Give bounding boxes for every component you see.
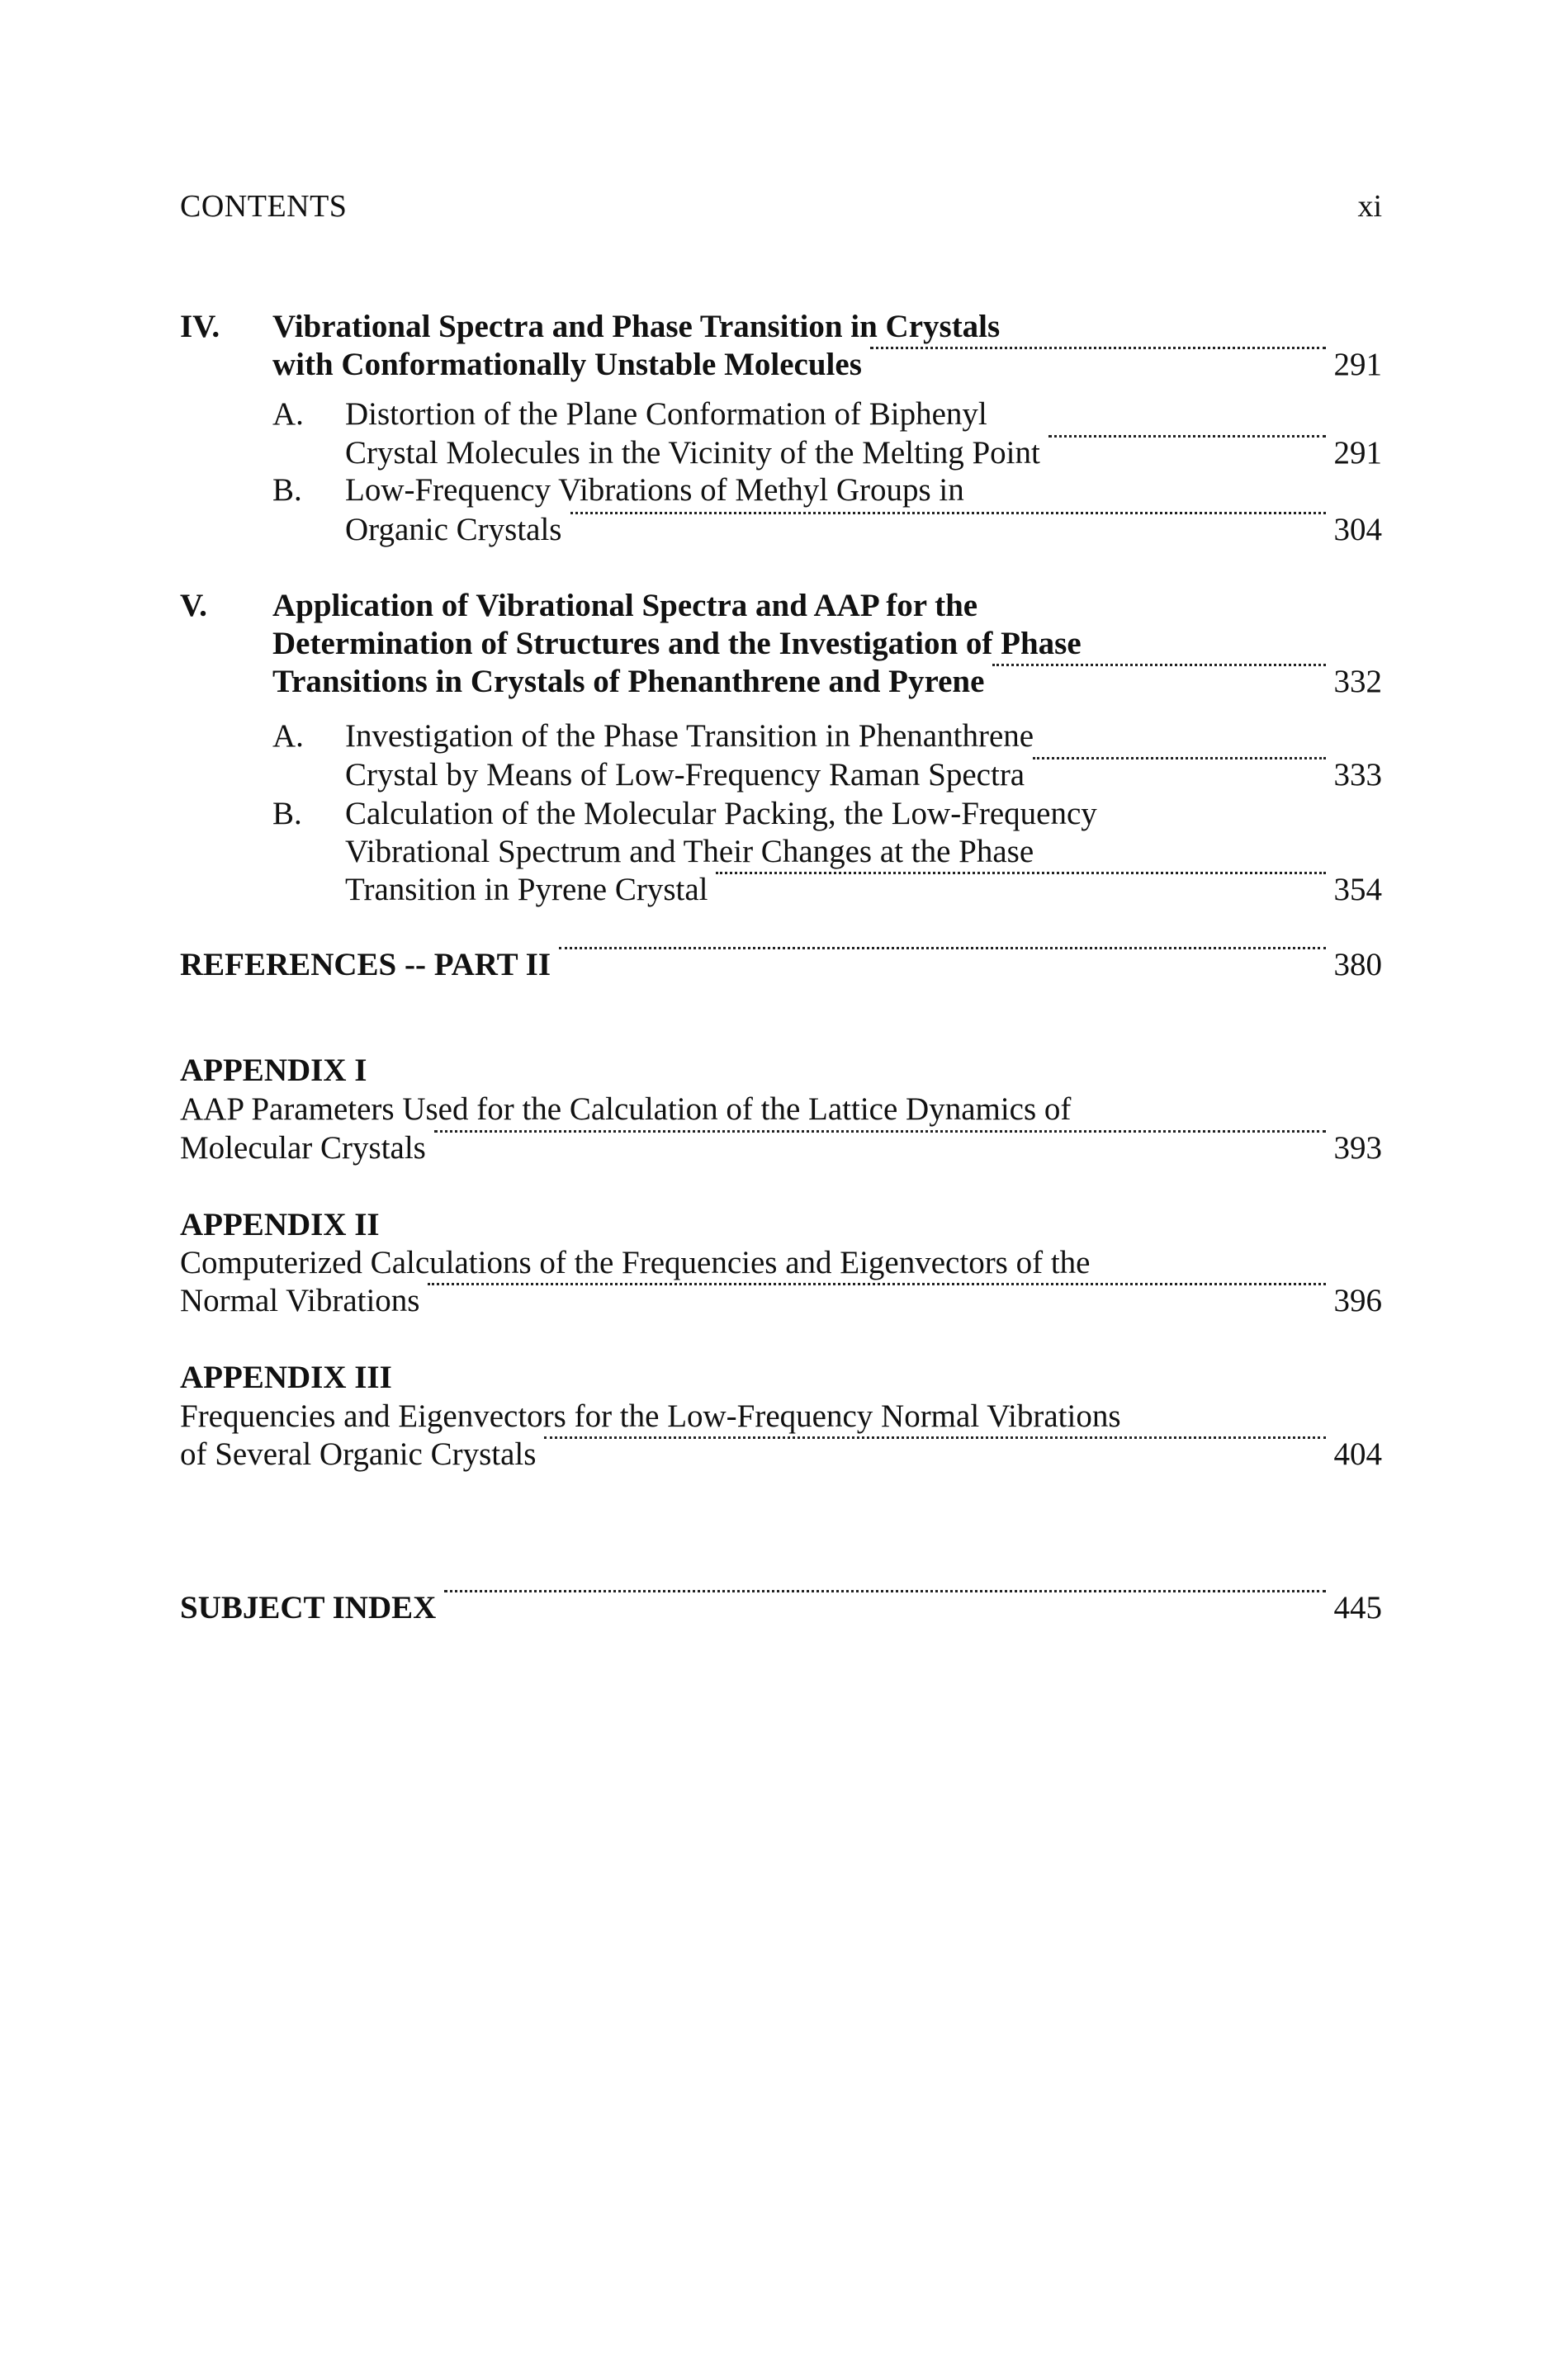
dot-leader [559,945,1326,949]
subsection-title-line: Investigation of the Phase Transition in Phenanthrene [345,718,1034,754]
subsection-letter: B. [272,472,302,508]
subsection-title-line: Calculation of the Molecular Packing, the Low-Frequency [345,796,1097,831]
dot-leader [434,1128,1326,1133]
subsection-title-line: Crystal by Means of Low-Frequency Raman Spectra [345,757,1025,793]
subsection-title-line: Vibrational Spectrum and Their Changes at the Phase [345,834,1034,869]
appendix-heading: APPENDIX III [180,1360,392,1395]
dot-leader [1048,433,1326,438]
section-title-line: Vibrational Spectra and Phase Transition in Crystals [272,309,1001,344]
appendix-title-line: Computerized Calculations of the Frequencies and Eigenvectors of the [180,1245,1091,1280]
running-header [180,188,1382,229]
appendix-title-line: Molecular Crystals [180,1130,426,1166]
subject-index-label: SUBJECT INDEX [180,1590,437,1625]
appendix-title-line: Frequencies and Eigenvectors for the Low-Frequency Normal Vibrations [180,1398,1121,1434]
subsection-letter: A. [272,396,304,432]
subsection-title-line: Organic Crystals [345,512,562,547]
dot-leader [544,1435,1325,1439]
appendix-page: 396 [1333,1283,1382,1318]
appendix-page: 393 [1333,1130,1382,1166]
section-title-line: Transitions in Crystals of Phenanthrene and Pyrene [272,664,985,699]
subsection-page: 291 [1333,435,1382,471]
dot-leader [444,1588,1325,1592]
subsection-title-line: Crystal Molecules in the Vicinity of the Melting Point [345,435,1040,471]
page-number: xi [1357,189,1382,224]
section-page: 332 [1333,664,1382,699]
subsection-letter: B. [272,796,302,831]
appendix-heading: APPENDIX I [180,1053,367,1088]
subsection-title-line: Distortion of the Plane Conformation of Biphenyl [345,396,987,432]
subsection-title-line: Transition in Pyrene Crystal [345,872,708,907]
subsection-page: 333 [1333,757,1382,793]
subsection-letter: A. [272,718,304,754]
dot-leader [570,510,1326,514]
references-page: 380 [1333,947,1382,982]
appendix-title-line: Normal Vibrations [180,1283,420,1318]
subject-index-page: 445 [1333,1590,1382,1625]
section-number: V. [180,588,207,623]
appendix-page: 404 [1333,1436,1382,1472]
appendix-heading: APPENDIX II [180,1207,380,1242]
section-title-line: with Conformationally Unstable Molecules [272,347,862,382]
subsection-title-line: Low-Frequency Vibrations of Methyl Groups in [345,472,964,508]
section-title-line: Application of Vibrational Spectra and AAP for the [272,588,978,623]
subsection-page: 304 [1333,512,1382,547]
references-label: REFERENCES -- PART II [180,947,551,982]
section-title-line: Determination of Structures and the Investigation of Phase [272,626,1082,661]
running-title: CONTENTS [180,189,348,224]
dot-leader [992,662,1325,666]
appendix-title-line: AAP Parameters Used for the Calculation of the Lattice Dynamics of [180,1091,1072,1127]
subsection-page: 354 [1333,872,1382,907]
dot-leader [1033,755,1325,759]
appendix-title-line: of Several Organic Crystals [180,1436,537,1472]
dot-leader [870,345,1326,349]
dot-leader [716,870,1325,874]
section-number: IV. [180,309,220,344]
dot-leader [428,1281,1325,1285]
section-page: 291 [1333,347,1382,382]
